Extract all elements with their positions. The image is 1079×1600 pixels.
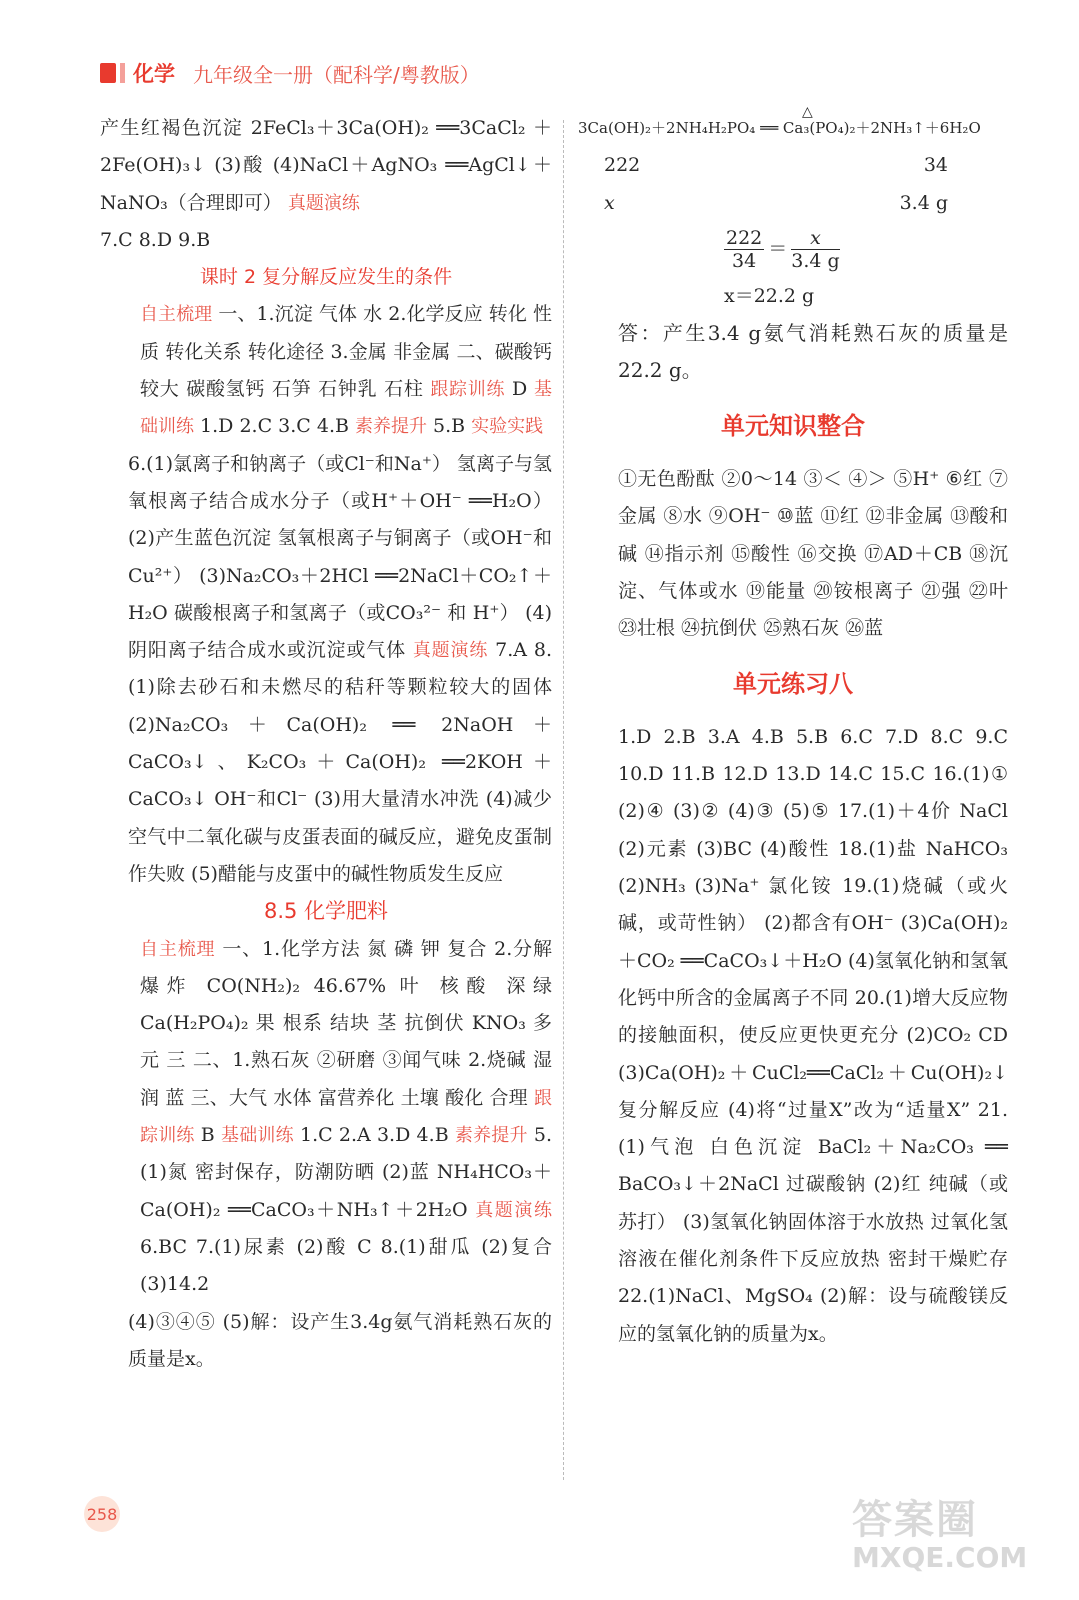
- section-tag: 实验实践: [471, 416, 544, 438]
- answer-text: 6.BC 7.(1)尿素 (2)酸 C 8.(1)甜瓜 (2)复合 (3)14.2: [140, 1235, 552, 1296]
- answer-text: 5.B: [426, 415, 472, 438]
- mass-row: [578, 147, 1008, 184]
- answer-text: 7.A 8.(1)除去砂石和未燃尽的秸秆等颗粒较大的固体 (2)Na₂CO₃＋Ca(OH)₂ ══ 2NaOH＋CaCO₃↓、K₂CO₃＋Ca(OH)₂ ══2KOH＋CaCO₃↓ OH⁻和Cl⁻ (3)用大量清水冲洗 (4)减少空气中二氧化碳与皮蛋表面的碱反应，避免皮蛋制作失败 (5)醋能与皮蛋中的碱性物质发生反应: [128, 639, 553, 885]
- watermark-url: MXQE.COM: [852, 1541, 1028, 1574]
- section-tag: 真题演练: [412, 640, 489, 662]
- answer-text: 6.(1)氯离子和钠离子（或Cl⁻和Na⁺） 氢离子与氢氧根离子结合成水分子（或H⁺＋OH⁻ ══H₂O） (2)产生蓝色沉淀 氢氧根离子与铜离子（或OH⁻和Cu²⁺） (3)Na₂CO₃＋2HCl ══2NaCl＋CO₂↑＋H₂O 碳酸根离子和氢离子（或CO₃²⁻ 和 H⁺） (4)阴阳离子结合成水或沉淀或气体: [128, 452, 552, 662]
- page-number: 258: [84, 1496, 120, 1532]
- section-tag: 基础训练: [140, 379, 553, 438]
- answer-text: B: [194, 1124, 221, 1147]
- answer-text: 1.D 2.C 3.C 4.B: [194, 415, 355, 438]
- ratio-equation: [578, 222, 1008, 278]
- section-tag: 真题演练: [287, 192, 360, 214]
- section-tag: 跟踪训练: [430, 379, 506, 401]
- unit-practice-title: 单元练习八: [733, 669, 853, 698]
- fraction-numerator: 222: [726, 227, 763, 250]
- equation-condition: △: [802, 104, 813, 120]
- fraction-denominator: 3.4 g: [791, 250, 840, 273]
- mass-value: 3.4 g: [899, 191, 948, 214]
- fraction-denominator: 34: [732, 250, 757, 273]
- unit-summary-title: 单元知识整合: [721, 411, 865, 440]
- section-title: 8.5 化学肥料: [263, 899, 389, 924]
- fraction: [791, 227, 839, 272]
- result-line: x＝22.2 g: [724, 284, 815, 307]
- lesson-title: 课时 2 复分解反应发生的条件: [199, 266, 453, 289]
- answer-text: 产生红褐色沉淀 2FeCl₃＋3Ca(OH)₂ ══3CaCl₂ ＋2Fe(OH)₃↓ (3)酸 (4)NaCl＋AgNO₃ ══AgCl↓＋NaNO₃（合理即可）: [100, 117, 552, 214]
- equals-sign: ＝: [768, 238, 788, 261]
- section-tag: 自主梳理: [140, 304, 213, 326]
- right-column: [578, 104, 1008, 1353]
- left-column: [100, 110, 552, 1378]
- section-tag: 素养提升: [454, 1125, 528, 1147]
- header-logo-icon: [100, 63, 116, 83]
- section-tag: 基础训练: [221, 1125, 294, 1147]
- mass-value: 222: [604, 154, 641, 177]
- answer-text: 1.C 2.A 3.D 4.B: [293, 1124, 455, 1147]
- section-tag: 跟踪训练: [140, 1087, 552, 1147]
- fraction: [724, 227, 764, 272]
- answer-paragraph: [100, 110, 552, 222]
- answer-paragraph: [100, 931, 552, 1304]
- answer-text: 5.(1)氮 密封保存，防潮防晒 (2)蓝 NH₄HCO₃＋Ca(OH)₂ ══CaCO₃＋NH₃↑＋2H₂O: [140, 1124, 553, 1221]
- mass-value: x: [604, 191, 615, 214]
- answer-text: D: [505, 378, 535, 401]
- fraction-numerator: x: [791, 227, 839, 250]
- answer-paragraph: (4)③④⑤ (5)解：设产生3.4g氨气消耗熟石灰的质量是x。: [128, 1310, 552, 1370]
- watermark: [852, 1488, 1062, 1588]
- header-accent-bar: [120, 63, 125, 83]
- answer-paragraph: 7.C 8.D 9.B: [100, 228, 211, 251]
- equation-text: 3Ca(OH)₂＋2NH₄H₂PO₄ ══ Ca₃(PO₄)₂＋2NH₃↑＋6H₂O: [578, 119, 981, 137]
- chemical-equation: [578, 104, 1008, 147]
- watermark-logo: 答案圈: [852, 1497, 978, 1543]
- answer-text: 一、1.沉淀 气体 水 2.化学反应 转化 性质 转化关系 转化途径 3.金属 非金属 二、碳酸钙 较大 碳酸氢钙 石笋 石钟乳 石柱: [140, 303, 553, 401]
- column-divider: [563, 120, 564, 1480]
- answer-paragraph: [100, 296, 552, 445]
- header-subject: 化学: [133, 62, 175, 86]
- section-tag: 真题演练: [475, 1199, 553, 1221]
- practice-paragraph: 1.D 2.B 3.A 4.B 5.B 6.C 7.D 8.C 9.C 10.D 11.B 12.D 13.D 14.C 15.C 16.(1)① (2)④ (3)② (4)③ (5)⑤ 17.(1)＋4价 NaCl (2)元素 (3)BC (4)酸性 18.(1)盐 NaHCO₃ (2)NH₃ (3)Na⁺ 氯化铵 19.(1)烧碱（或火碱，或苛性钠） (2)都含有OH⁻ (3)Ca(OH)₂＋CO₂ ══CaCO₃↓＋H₂O (4)氢氧化钠和氢氧化钙中所含的金属离子不同 20.(1)增大反应物的接触面积，使反应更快更充分 (2)CO₂ CD (3)Ca(OH)₂＋CuCl₂══CaCl₂＋Cu(OH)₂↓ 复分解反应 (4)将“过量X”改为“适量X” 21.(1)气泡 白色沉淀 BaCl₂＋Na₂CO₃ ══ BaCO₃↓＋2NaCl 过碳酸钠 (2)红 纯碱（或苏打） (3)氢氧化钠固体溶于水放热 过氧化氢溶液在催化剂条件下反应放热 密封干燥贮存 22.(1)NaCl、MgSO₄ (2)解：设与硫酸镁反应的氢氧化钠的质量为x。: [618, 725, 1008, 1345]
- answer-statement: 答：产生3.4 g氨气消耗熟石灰的质量是22.2 g。: [618, 321, 1008, 383]
- mass-row: [578, 185, 1008, 222]
- answer-paragraph: [100, 446, 552, 894]
- section-tag: 自主梳理: [140, 938, 216, 960]
- header-grade: 九年级全一册（配科学/粤教版）: [193, 62, 480, 87]
- mass-value: 34: [923, 154, 948, 177]
- page-header: [100, 58, 480, 88]
- summary-paragraph: ①无色酚酞 ②0～14 ③＜ ④＞ ⑤H⁺ ⑥红 ⑦金属 ⑧水 ⑨OH⁻ ⑩蓝 ⑪红 ⑫非金属 ⑬酸和碱 ⑭指示剂 ⑮酸性 ⑯交换 ⑰AD＋CB ⑱沉淀、气体或水 ⑲能量 ⑳铵根离子 ㉑强 ㉒叶 ㉓壮根 ㉔抗倒伏 ㉕熟石灰 ㉖蓝: [618, 468, 1008, 640]
- answer-text: 一、1.化学方法 氮 磷 钾 复合 2.分解 爆炸 CO(NH₂)₂ 46.67% 叶 核酸 深绿 Ca(H₂PO₄)₂ 果 根系 结块 茎 抗倒伏 KNO₃ 多元 三 二、1.熟石灰 ②研磨 ③闻气味 2.烧碱 湿润 蓝 三、大气 水体 富营养化 土壤 酸化 合理: [140, 937, 552, 1109]
- section-tag: 素养提升: [354, 416, 427, 438]
